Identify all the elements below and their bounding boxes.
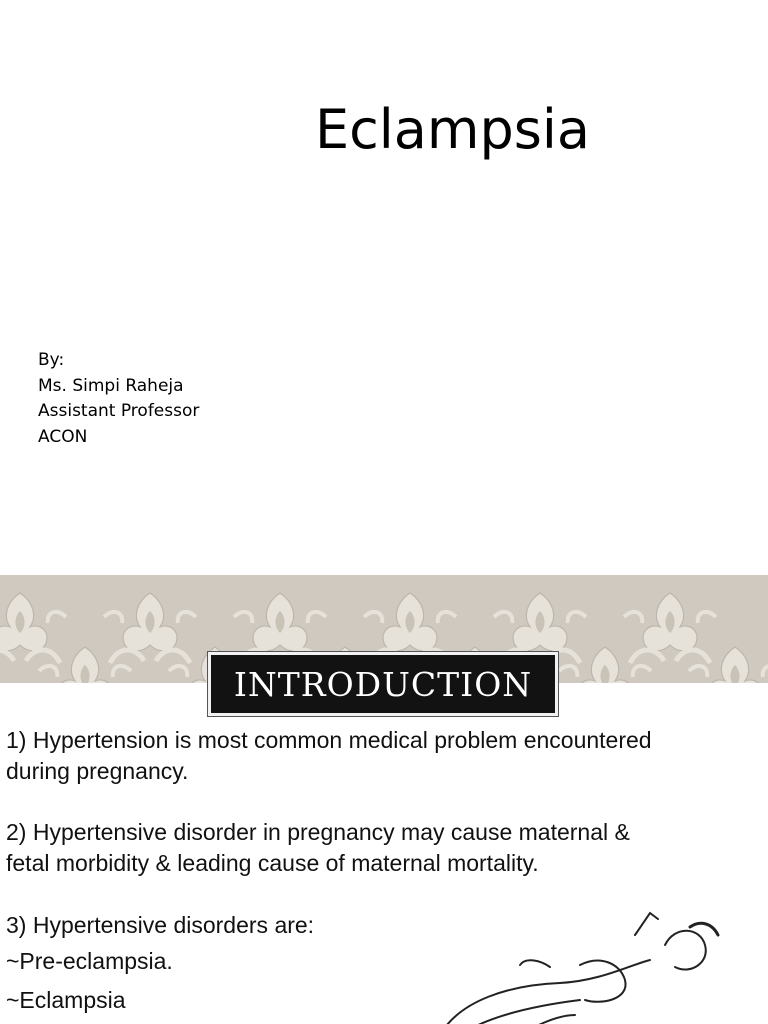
author-designation: Assistant Professor: [38, 401, 200, 421]
list-item-pre-eclampsia: ~Pre-eclampsia.: [6, 948, 173, 974]
point-2-line-1: 2) Hypertensive disorder in pregnancy may cause maternal &: [6, 819, 630, 845]
slide-title: Eclampsia: [315, 98, 591, 161]
point-2: [6, 817, 766, 879]
author-byline: [38, 348, 199, 450]
point-1-line-1: 1) Hypertension is most common medical problem encountered: [6, 727, 652, 753]
list-item-eclampsia: ~Eclampsia: [6, 987, 126, 1013]
point-1-line-2: during pregnancy.: [6, 758, 189, 784]
point-3-heading: 3) Hypertensive disorders are:: [6, 912, 315, 938]
author-name: Ms. Simpi Raheja: [38, 375, 184, 396]
point-1: [6, 725, 766, 787]
point-2-line-2: fetal morbidity & leading cause of maternal mortality.: [6, 850, 539, 876]
introduction-slide: [0, 575, 768, 1024]
introduction-header: INTRODUCTION: [208, 652, 558, 716]
patient-illustration: [400, 905, 740, 1024]
author-institution: ACON: [38, 426, 88, 447]
byline-label: By:: [38, 350, 65, 370]
